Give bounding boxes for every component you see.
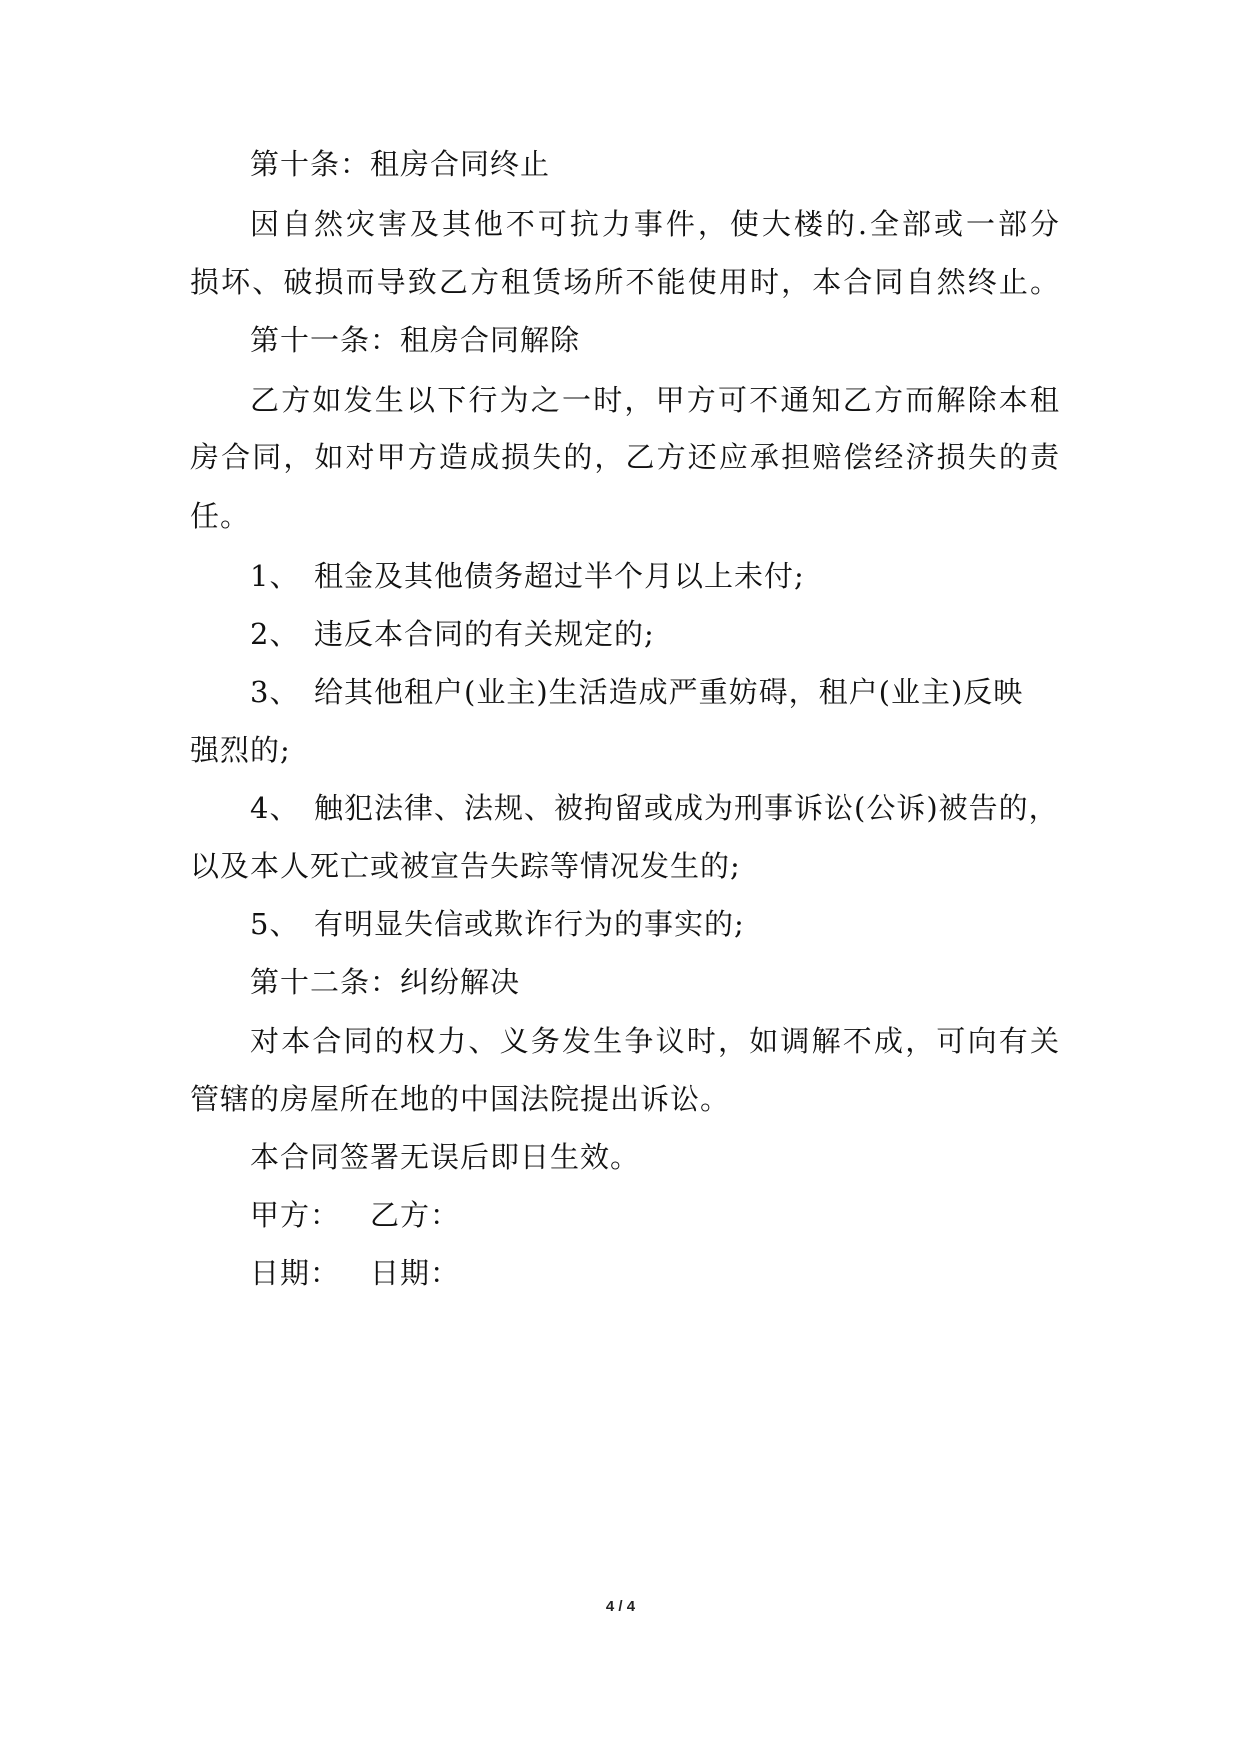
article-10-body-line: 因自然灾害及其他不可抗力事件，使大楼的.全部或一部分 (250, 207, 1060, 241)
list-item-text: 给其他租户(业主)生活造成严重妨碍，租户(业主)反映 (314, 675, 1024, 709)
article-12-heading: 第十二条：纠纷解决 (250, 965, 521, 999)
list-item (250, 788, 1120, 828)
list-item-text: 违反本合同的有关规定的; (314, 617, 655, 651)
party-b-label: 乙方： (370, 1198, 461, 1232)
article-11-body-line: 房合同，如对甲方造成损失的，乙方还应承担赔偿经济损失的责 (190, 440, 1060, 474)
article-10-heading: 第十条：租房合同终止 (250, 147, 551, 181)
list-item (250, 614, 1120, 654)
article-11-body-line: 乙方如发生以下行为之一时，甲方可不通知乙方而解除本租 (250, 383, 1060, 417)
page-number: 4 / 4 (605, 1598, 636, 1615)
article-12-body-line: 对本合同的权力、义务发生争议时，如调解不成，可向有关 (250, 1024, 1060, 1058)
list-item-text: 触犯法律、法规、被拘留或成为刑事诉讼(公诉)被告的， (314, 791, 1059, 825)
signature-dates (250, 1253, 1120, 1293)
article-10-body-line: 损坏、破损而导致乙方租赁场所不能使用时，本合同自然终止。 (190, 265, 1060, 299)
list-item-number: 4、 (250, 791, 300, 825)
list-item-number: 2、 (250, 617, 300, 651)
party-a-label: 甲方： (250, 1198, 341, 1232)
list-item (250, 556, 1120, 596)
article-11-body-line: 任。 (190, 499, 251, 533)
list-item (250, 904, 1120, 944)
list-item-continuation: 以及本人死亡或被宣告失踪等情况发生的; (190, 849, 741, 883)
article-11-heading: 第十一条：租房合同解除 (250, 323, 581, 357)
list-item-text: 有明显失信或欺诈行为的事实的; (314, 907, 745, 941)
list-item-number: 5、 (250, 907, 300, 941)
effective-clause: 本合同签署无误后即日生效。 (250, 1140, 641, 1174)
list-item-number: 3、 (250, 675, 300, 709)
signature-parties (250, 1195, 1120, 1235)
list-item-number: 1、 (250, 559, 300, 593)
article-12-body-line: 管辖的房屋所在地的中国法院提出诉讼。 (190, 1082, 731, 1116)
date-b-label: 日期： (370, 1256, 461, 1290)
list-item-text: 租金及其他债务超过半个月以上未付; (314, 559, 805, 593)
list-item (250, 672, 1120, 712)
date-a-label: 日期： (250, 1256, 341, 1290)
list-item-continuation: 强烈的; (190, 733, 291, 767)
